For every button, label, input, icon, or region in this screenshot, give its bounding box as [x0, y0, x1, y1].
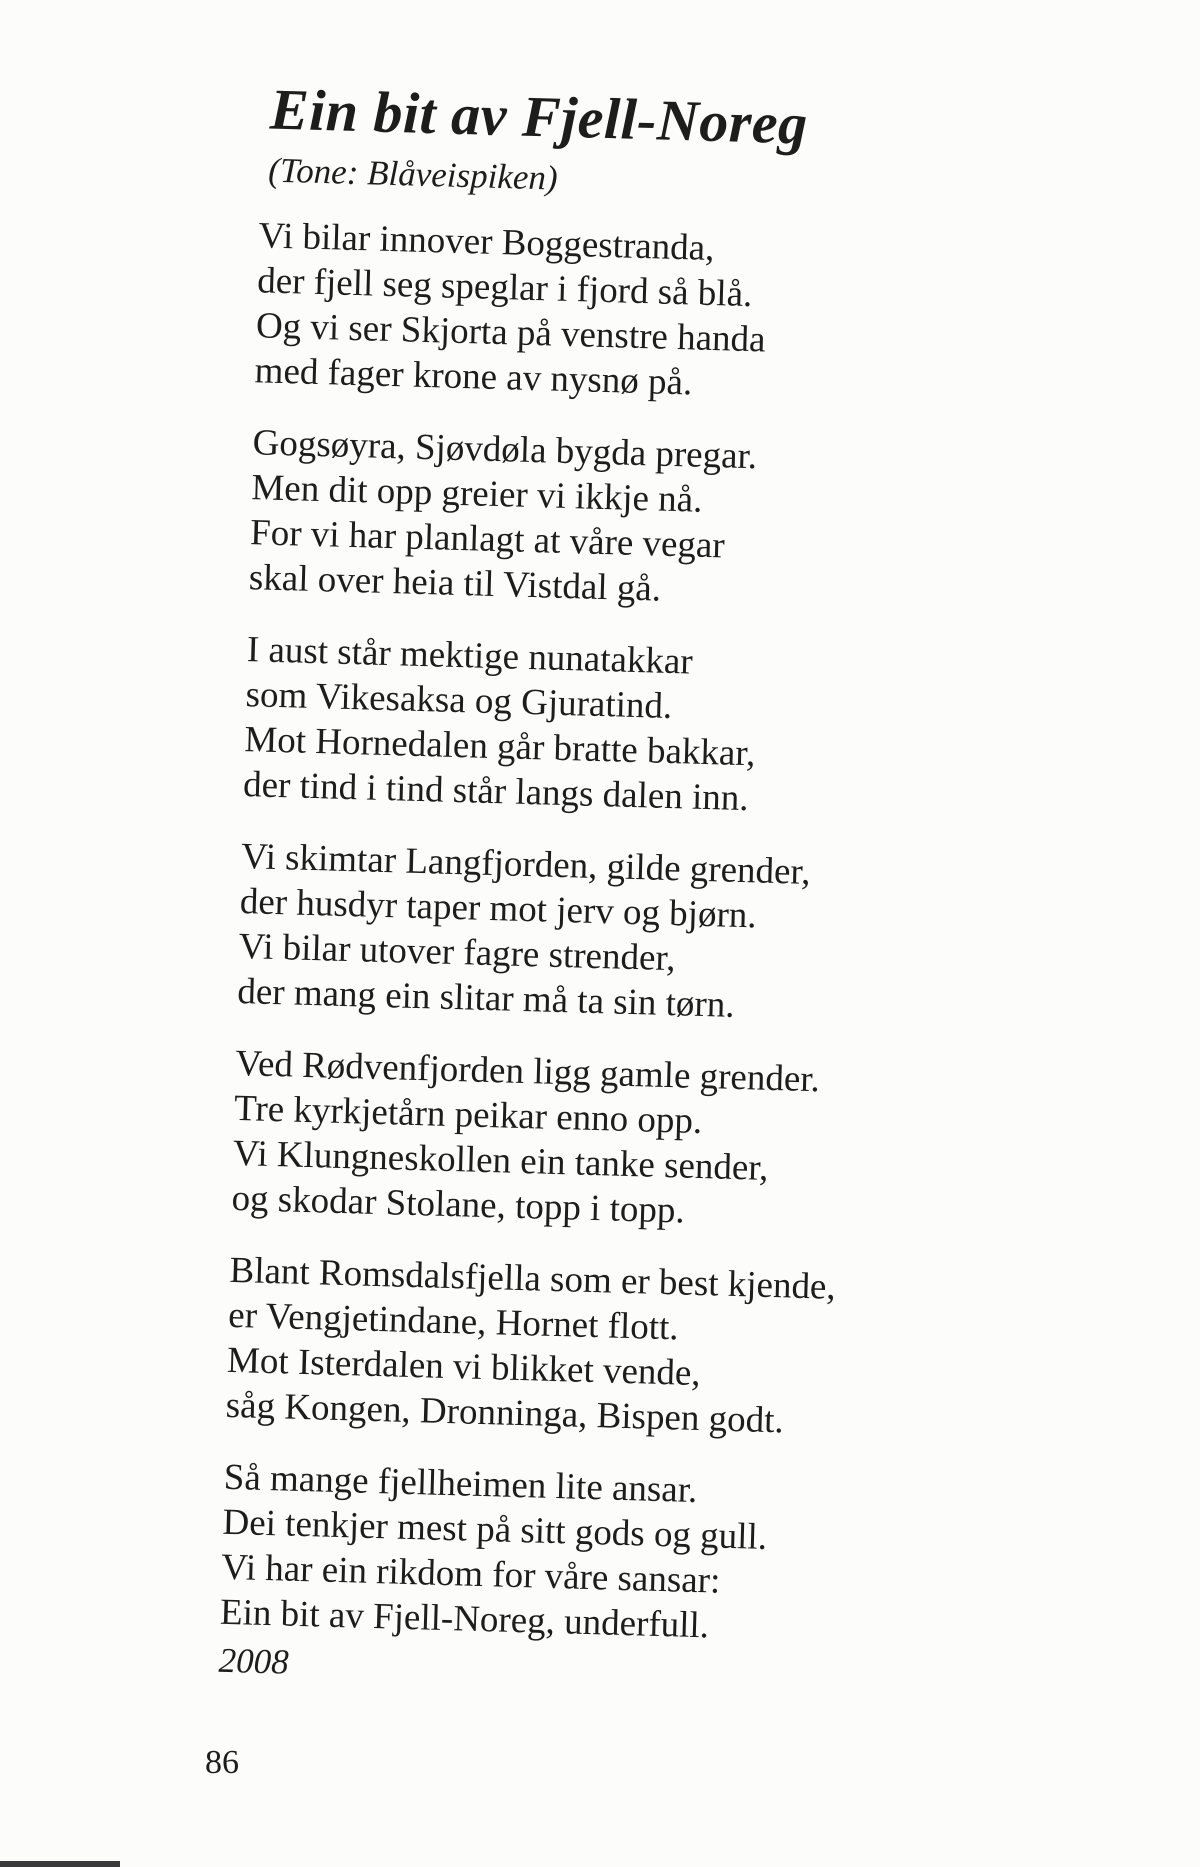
poem-title: Ein bit av Fjell-Noreg [269, 76, 809, 157]
verse-line: er Vengjetindane, Hornet flott. [227, 1294, 680, 1349]
verse-line: Mot Isterdalen vi blikket vende, [226, 1339, 702, 1394]
verse-line: der husdyr taper mot jerv og bjørn. [239, 880, 758, 937]
poem-year: 2008 [218, 1640, 290, 1682]
verse-line: Vi bilar innover Boggestranda, [257, 214, 715, 269]
verse-line: Og vi ser Skjorta på venstre handa [255, 304, 767, 361]
verse-line: Så mange fjellheimen lite ansar. [223, 1456, 698, 1511]
poem-stanzas [219, 213, 910, 1653]
stanza [237, 834, 894, 1032]
poem [170, 75, 915, 1700]
verse-line: der fjell seg speglar i fjord så blå. [256, 259, 753, 315]
verse-line: der tind i tind står langs dalen inn. [242, 763, 750, 819]
page-number: 86 [205, 1744, 239, 1781]
verse-line: Ved Rødvenfjorden ligg gamle grender. [234, 1042, 821, 1100]
verse-line: Blant Romsdalsfjella som er best kjende, [229, 1249, 837, 1308]
verse-line: skal over heia til Vistdal gå. [248, 556, 662, 610]
stanza [225, 1248, 882, 1446]
verse-line: Vi har ein rikdom for våre sansar: [220, 1546, 721, 1602]
verse-line: Tre kyrkjetårn peikar enno opp. [233, 1087, 703, 1142]
stanza [254, 213, 911, 411]
scan-edge-shadow [0, 1861, 120, 1867]
verse-line: med fager krone av nysnø på. [254, 349, 693, 404]
verse-line: der mang ein slitar må ta sin tørn. [236, 970, 736, 1026]
poem-tune-note: (Tone: Blåveispiken) [267, 150, 559, 198]
verse-line: Gogsøyra, Sjøvdøla bygda pregar. [252, 421, 758, 477]
verse-line: I aust står mektige nunatakkar [246, 628, 694, 683]
verse-line: Mot Hornedalen går bratte bakkar, [243, 718, 757, 775]
stanza [243, 627, 900, 825]
verse-line: Men dit opp greier vi ikkje nå. [250, 466, 703, 521]
verse-line: som Vikesaksa og Gjuratind. [245, 673, 673, 727]
stanza [231, 1041, 888, 1239]
verse-line: såg Kongen, Dronninga, Bispen godt. [225, 1384, 785, 1442]
stanza [219, 1454, 876, 1652]
verse-line: Ein bit av Fjell-Noreg, underfull. [219, 1591, 710, 1647]
verse-line: Vi Klungneskollen ein tanke sender, [232, 1132, 770, 1189]
verse-line: Vi bilar utover fagre strender, [238, 925, 677, 979]
verse-line: For vi har planlagt at våre vegar [249, 511, 726, 567]
verse-line: Dei tenkjer mest på sitt gods og gull. [222, 1501, 768, 1558]
verse-line: Vi skimtar Langfjorden, gilde grender, [240, 835, 812, 893]
verse-line: og skodar Stolane, topp i topp. [231, 1177, 686, 1232]
stanza [248, 420, 905, 618]
